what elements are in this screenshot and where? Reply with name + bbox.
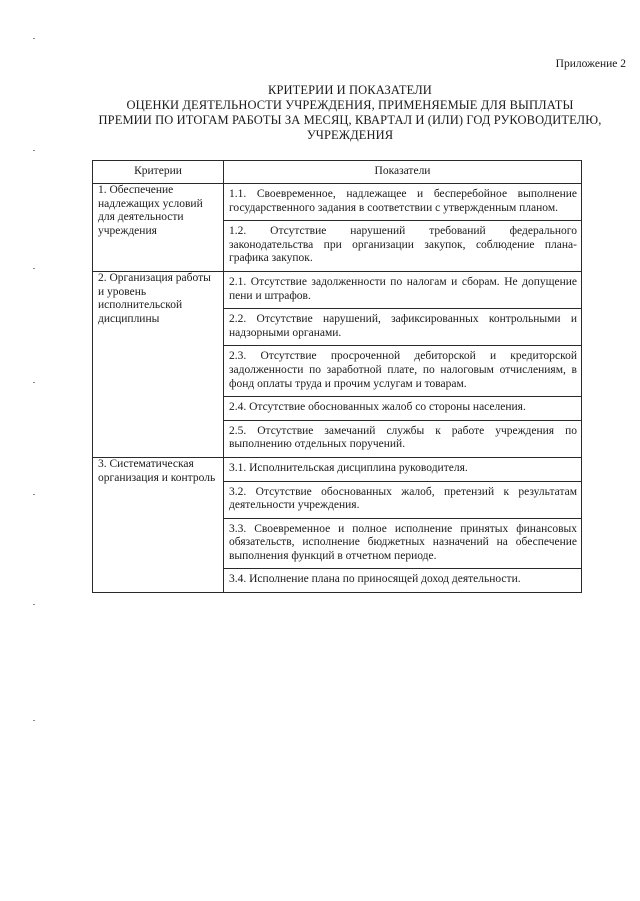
criterion-cell-3: [93, 457, 224, 592]
criterion-text: 2. Организация работы и уровень исполнительской дисциплины: [98, 271, 211, 325]
criterion-cell-1: [93, 184, 224, 272]
indicator-3-3: 3.3. Своевременное и полное исполнение принятых финансовых обязательств, исполнение бюджетных назначений на обеспечение выполнения функций в отчетном периоде.: [224, 519, 581, 570]
header-indicators: Показатели: [224, 161, 582, 184]
scan-mark: [33, 494, 35, 495]
indicator-2-1: 2.1. Отсутствие задолженности по налогам и сборам. Не допущение пени и штрафов.: [224, 272, 581, 309]
table-row: [93, 271, 582, 457]
header-criteria: Критерии: [93, 161, 224, 184]
indicators-cell-3: [224, 457, 582, 592]
criteria-table: [92, 160, 582, 593]
criterion-text: 1. Обеспечение надлежащих условий для деятельности учреждения: [98, 184, 203, 237]
scan-mark: [33, 150, 35, 151]
indicator-2-5: 2.5. Отсутствие замечаний службы к работе учреждения по выполнению отдельных поручений.: [229, 424, 577, 451]
table-header-row: [93, 161, 582, 184]
title-line-3: ПРЕМИИ ПО ИТОГАМ РАБОТЫ ЗА МЕСЯЦ, КВАРТАЛ И (ИЛИ) ГОД РУКОВОДИТЕЛЮ,: [98, 113, 602, 127]
indicators-cell-2: [224, 271, 582, 457]
title-line-2: ОЦЕНКИ ДЕЯТЕЛЬНОСТИ УЧРЕЖДЕНИЯ, ПРИМЕНЯЕМЫЕ ДЛЯ ВЫПЛАТЫ: [126, 98, 574, 112]
scan-mark: [33, 268, 35, 269]
indicator-1-2: 1.2. Отсутствие нарушений требований федерального законодательства при организации закупок, соблюдение плана-графика закупок.: [229, 225, 577, 265]
indicator-1-1: 1.1. Своевременное, надлежащее и бесперебойное выполнение государственного задания в соответствии с утвержденным планом.: [224, 184, 581, 221]
indicator-2-3: 2.3. Отсутствие просроченной дебиторской и кредиторской задолженности по заработной плате, по налоговым отчислениям, в фонд оплаты труда и прочим услугам и товарам.: [224, 346, 581, 397]
scan-mark: [33, 382, 35, 383]
indicator-3-1: 3.1. Исполнительская дисциплина руководителя.: [224, 458, 581, 482]
appendix-label: Приложение 2: [555, 58, 626, 70]
indicators-cell-1: [224, 184, 582, 272]
indicator-3-4: 3.4. Исполнение плана по приносящей доход деятельности.: [229, 573, 521, 586]
title-line-1: КРИТЕРИИ И ПОКАЗАТЕЛИ: [268, 83, 432, 97]
criterion-cell-2: [93, 271, 224, 457]
scan-mark: [33, 38, 35, 39]
scan-mark: [33, 604, 35, 605]
indicator-2-2: 2.2. Отсутствие нарушений, зафиксированных контрольными и надзорными органами.: [224, 309, 581, 346]
indicator-2-4: 2.4. Отсутствие обоснованных жалоб со стороны населения.: [224, 397, 581, 421]
indicator-3-2: 3.2. Отсутствие обоснованных жалоб, претензий к результатам деятельности учреждения.: [224, 482, 581, 519]
document-title: [80, 83, 620, 143]
table-row: [93, 184, 582, 272]
criterion-text: 3. Систематическая организация и контроль: [98, 457, 216, 484]
table-row: [93, 457, 582, 592]
scan-mark: [33, 720, 35, 721]
title-line-4: УЧРЕЖДЕНИЯ: [306, 128, 394, 142]
